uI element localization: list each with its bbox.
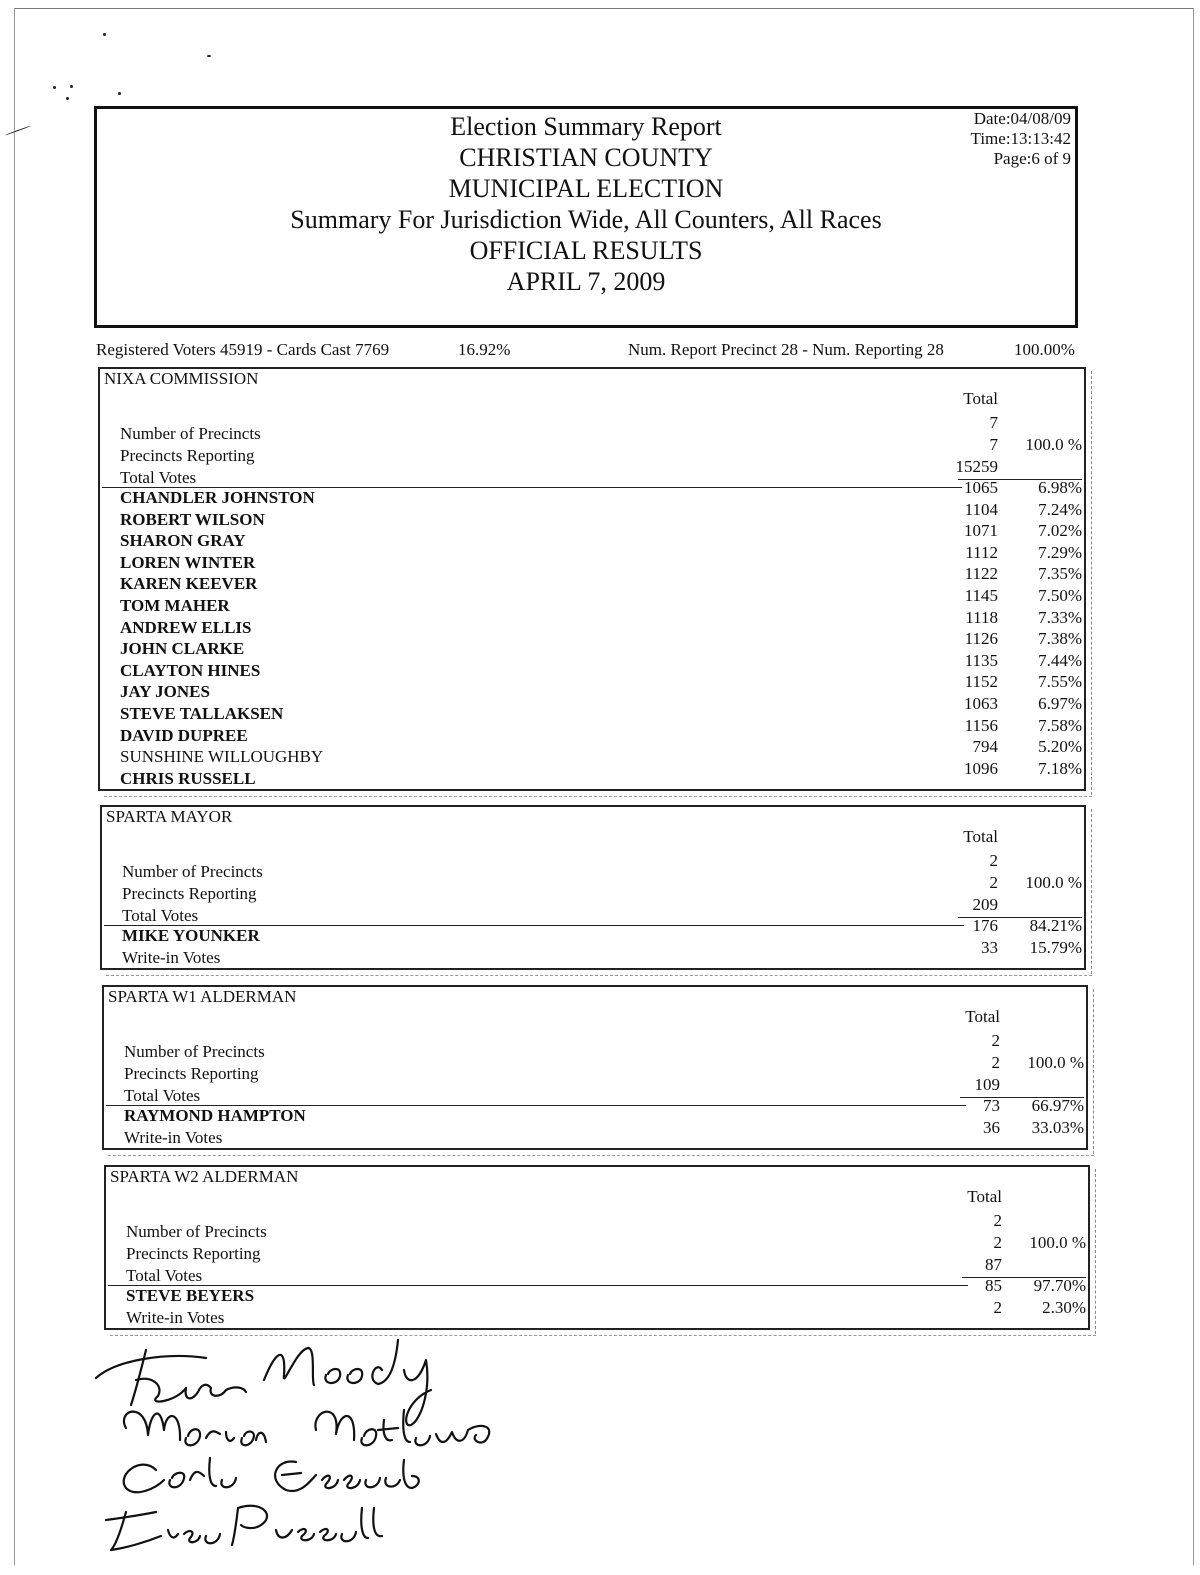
race-section — [102, 985, 1088, 1150]
number-of-precincts-label: Number of Precincts — [120, 424, 261, 443]
number-of-precincts-value: 2 — [991, 1031, 1000, 1050]
report-time: Time:13:13:42 — [970, 129, 1071, 148]
page-edge-right — [1193, 8, 1194, 1565]
race-title: SPARTA MAYOR — [106, 807, 233, 826]
scan-dotted-edge-bottom — [104, 796, 1092, 797]
candidate-votes: 1145 — [964, 586, 998, 605]
candidate-name: MIKE YOUNKER — [122, 926, 260, 945]
precincts-reporting-label: Precincts Reporting — [122, 884, 257, 903]
candidate-votes: 794 — [972, 737, 998, 757]
scan-dotted-edge-right — [1095, 1169, 1096, 1334]
candidate-votes: 33 — [981, 937, 998, 957]
number-of-precincts-value: 2 — [989, 851, 998, 870]
precinct-reporting-percent: 100.00% — [1014, 340, 1075, 359]
total-votes-value: 109 — [974, 1075, 1000, 1094]
registered-cards-cast: Registered Voters 45919 - Cards Cast 7769 — [96, 340, 390, 359]
candidate-row — [102, 937, 1084, 968]
candidate-votes: 1135 — [964, 650, 998, 670]
election-date: APRIL 7, 2009 — [506, 267, 666, 296]
number-of-precincts-value: 7 — [989, 413, 998, 432]
candidate-percent: 66.97% — [1031, 1096, 1084, 1115]
candidate-name: ANDREW ELLIS — [120, 617, 252, 637]
number-of-precincts-label: Number of Precincts — [122, 862, 263, 881]
scan-dotted-edge-right — [1091, 809, 1092, 974]
summary-scope: Summary For Jurisdiction Wide, All Counters, All Races — [290, 205, 882, 234]
candidate-percent: 5.20% — [1038, 737, 1082, 757]
candidate-name: STEVE TALLAKSEN — [120, 704, 284, 723]
candidate-percent: 97.70% — [1033, 1276, 1086, 1295]
precincts-reporting-percent: 100.0 % — [1025, 873, 1082, 892]
candidate-percent: 15.79% — [1029, 937, 1082, 957]
candidate-votes: 85 — [985, 1276, 1002, 1295]
race-section — [98, 367, 1086, 791]
candidate-percent: 2.30% — [1042, 1297, 1086, 1317]
total-votes-label: Total Votes — [124, 1086, 201, 1105]
county-name: CHRISTIAN COUNTY — [459, 143, 713, 172]
candidate-votes: 1065 — [964, 478, 998, 497]
precincts-reporting-value: 2 — [991, 1053, 1000, 1072]
precincts-reporting-label: Precincts Reporting — [124, 1064, 259, 1083]
precincts-reporting-value: 2 — [993, 1233, 1002, 1252]
candidate-name: RAYMOND HAMPTON — [124, 1106, 306, 1125]
candidate-name: JOHN CLARKE — [120, 639, 245, 659]
candidate-name: CHRIS RUSSELL — [120, 768, 256, 788]
scan-dotted-edge-right — [1093, 989, 1094, 1154]
total-votes-label: Total Votes — [120, 468, 197, 487]
candidate-name: Write-in Votes — [124, 1127, 223, 1147]
candidate-name: CHANDLER JOHNSTON — [120, 488, 315, 507]
race-section — [100, 805, 1086, 970]
candidate-percent: 7.29% — [1038, 542, 1082, 562]
candidate-percent: 6.98% — [1038, 478, 1082, 497]
total-votes-label: Total Votes — [126, 1266, 203, 1285]
candidate-percent: 7.58% — [1038, 715, 1082, 735]
candidate-name: JAY JONES — [120, 682, 210, 702]
turnout-summary — [96, 340, 1086, 364]
candidate-votes: 1071 — [964, 521, 998, 541]
race-title: SPARTA W1 ALDERMAN — [108, 987, 297, 1006]
election-name: MUNICIPAL ELECTION — [448, 174, 724, 203]
race-title: SPARTA W2 ALDERMAN — [110, 1167, 299, 1186]
signature-3 — [124, 1458, 419, 1492]
scan-dotted-edge-bottom — [106, 975, 1092, 976]
candidate-votes: 1096 — [964, 758, 998, 778]
total-column-header: Total — [963, 827, 998, 846]
scan-dotted-edge-bottom — [108, 1155, 1094, 1156]
candidate-votes: 36 — [983, 1117, 1000, 1137]
turnout-percent: 16.92% — [458, 340, 511, 359]
precinct-reporting-count: Num. Report Precinct 28 - Num. Reporting 28 — [628, 340, 944, 359]
candidate-row — [100, 758, 1084, 789]
candidate-name: ROBERT WILSON — [120, 509, 265, 529]
precincts-reporting-label: Precincts Reporting — [120, 446, 255, 465]
candidate-percent: 7.35% — [1038, 564, 1082, 584]
signatures — [86, 1330, 526, 1566]
candidate-name: CLAYTON HINES — [120, 660, 261, 680]
precincts-reporting-percent: 100.0 % — [1025, 435, 1082, 454]
results-status: OFFICIAL RESULTS — [469, 236, 703, 265]
candidate-percent: 7.24% — [1038, 499, 1082, 519]
signature-4 — [106, 1506, 382, 1550]
report-title-block — [97, 111, 1075, 297]
precincts-reporting-value: 2 — [989, 873, 998, 892]
page-edge-top — [14, 8, 1194, 9]
number-of-precincts-value: 2 — [993, 1211, 1002, 1230]
total-votes-value: 209 — [972, 895, 998, 914]
candidate-name: SHARON GRAY — [120, 531, 246, 551]
candidate-name: TOM MAHER — [120, 596, 230, 615]
candidate-row — [104, 1117, 1086, 1148]
precincts-reporting-percent: 100.0 % — [1029, 1233, 1086, 1252]
candidate-votes: 1063 — [964, 694, 998, 713]
candidate-percent: 7.44% — [1038, 650, 1082, 670]
candidate-votes: 1152 — [964, 672, 998, 692]
candidate-name: Write-in Votes — [126, 1307, 225, 1327]
report-meta — [971, 109, 1071, 169]
report-date: Date:04/08/09 — [973, 109, 1071, 128]
candidate-name: Write-in Votes — [122, 947, 221, 967]
candidate-name: SUNSHINE WILLOUGHBY — [120, 747, 324, 767]
candidate-percent: 7.55% — [1038, 672, 1082, 692]
candidate-percent: 33.03% — [1031, 1117, 1084, 1137]
report-header — [94, 106, 1078, 328]
precincts-reporting-value: 7 — [989, 435, 998, 454]
candidate-votes: 1112 — [965, 542, 998, 562]
precincts-reporting-label: Precincts Reporting — [126, 1244, 261, 1263]
candidate-percent: 6.97% — [1038, 694, 1082, 713]
candidate-name: DAVID DUPREE — [120, 725, 248, 745]
page-edge-left — [14, 8, 15, 1565]
candidate-name: KAREN KEEVER — [120, 574, 258, 594]
total-column-header: Total — [963, 389, 998, 408]
total-votes-value: 15259 — [955, 457, 998, 476]
candidate-percent: 7.38% — [1038, 629, 1082, 649]
total-column-header: Total — [967, 1187, 1002, 1206]
total-votes-label: Total Votes — [122, 906, 199, 925]
page-number: Page:6 of 9 — [993, 149, 1071, 168]
candidate-percent: 7.02% — [1038, 521, 1082, 541]
candidate-votes: 1118 — [965, 607, 998, 627]
candidate-votes: 1126 — [964, 629, 998, 649]
number-of-precincts-label: Number of Precincts — [124, 1042, 265, 1061]
candidate-votes: 1156 — [964, 715, 998, 735]
total-votes-value: 87 — [985, 1255, 1002, 1274]
total-column-header: Total — [965, 1007, 1000, 1026]
signature-2 — [124, 1410, 489, 1445]
candidate-percent: 84.21% — [1029, 916, 1082, 935]
candidate-row — [106, 1297, 1088, 1328]
candidate-percent: 7.33% — [1038, 607, 1082, 627]
candidate-votes: 2 — [993, 1297, 1002, 1317]
report-title: Election Summary Report — [450, 112, 722, 141]
precincts-reporting-percent: 100.0 % — [1027, 1053, 1084, 1072]
number-of-precincts-label: Number of Precincts — [126, 1222, 267, 1241]
candidate-votes: 176 — [972, 916, 998, 935]
signature-1 — [96, 1340, 431, 1425]
candidate-name: STEVE BEYERS — [126, 1286, 255, 1305]
candidate-name: LOREN WINTER — [120, 552, 256, 572]
scan-dotted-edge-right — [1091, 371, 1092, 795]
candidate-percent: 7.18% — [1038, 758, 1082, 778]
candidate-percent: 7.50% — [1038, 586, 1082, 605]
candidate-votes: 73 — [983, 1096, 1000, 1115]
race-section — [104, 1165, 1090, 1330]
race-title: NIXA COMMISSION — [104, 369, 259, 388]
candidate-votes: 1122 — [964, 564, 998, 584]
candidate-votes: 1104 — [964, 499, 998, 519]
